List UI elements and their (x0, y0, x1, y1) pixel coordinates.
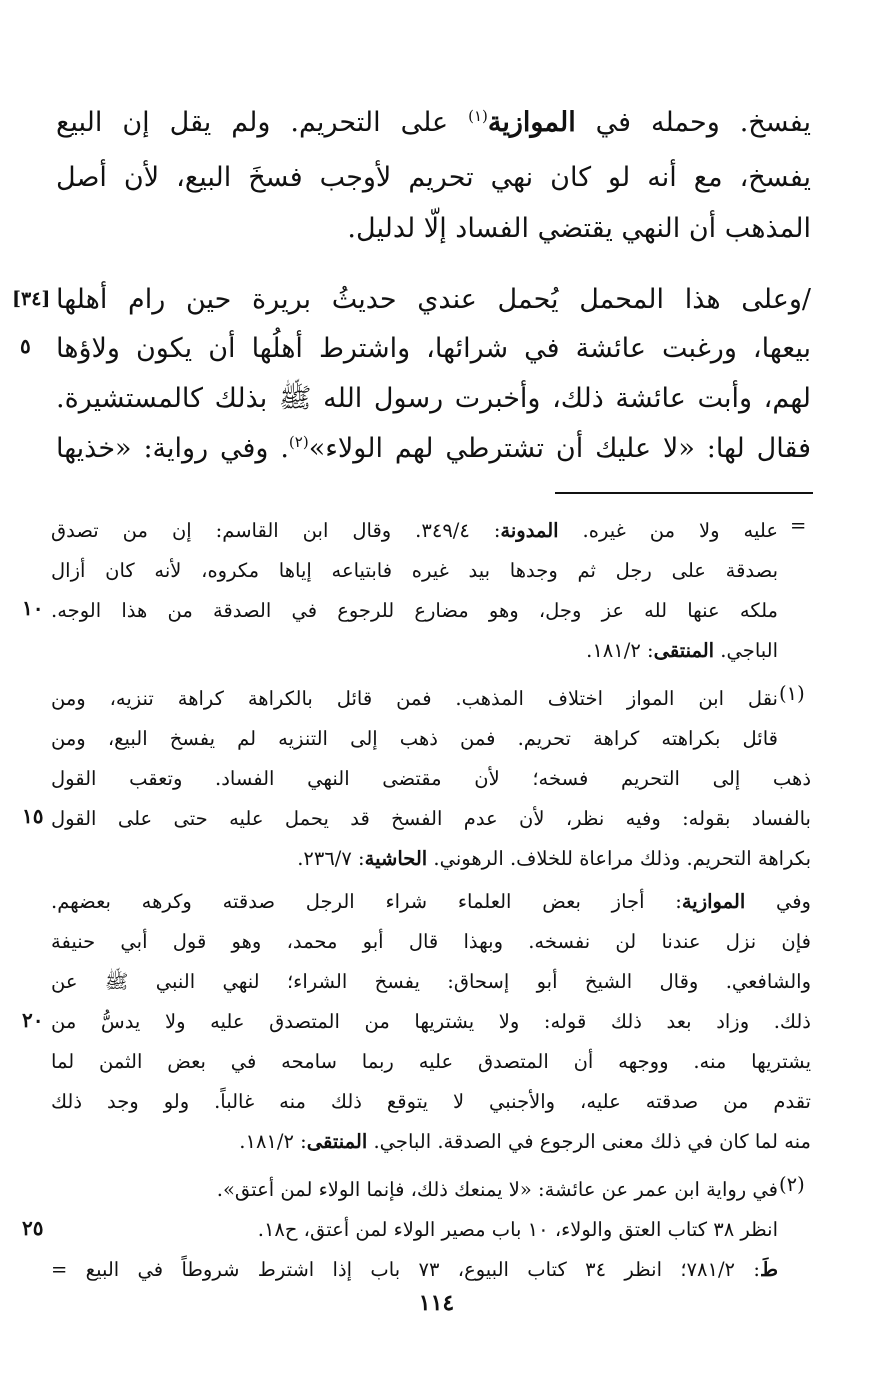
footnote-line: تقدم من صدقته عليه، والأجنبي لا يتوقع ذلك منه غالباً. ولو وجد ذلك (51, 1090, 811, 1113)
footnote-line: فإن نزل عندنا لن نفسخه. وبهذا قال أبو محمد، وهو قول أبي حنيفة (51, 930, 811, 953)
footnote-line: ملكه عنها لله عز وجل، وهو مضارع للرجوع في الصدقة من هذا الوجه. (51, 599, 778, 622)
footnote-line: ذهب إلى التحريم فسخه؛ لأن مقتضى النهي الفساد. وتعقب القول (51, 767, 811, 790)
footnote-line (51, 513, 778, 549)
text-segment: : ١٨١/٢. (586, 639, 654, 662)
footnote-line: ذلك. وزاد بعد ذلك قوله: ولا يشتريها من المتصدق عليه ولا يدسُّ من (51, 1010, 811, 1033)
main-text-line-7 (56, 425, 811, 473)
text-segment: : ٣٤٩/٤. وقال ابن القاسم: إن من تصدق (51, 519, 501, 542)
footnote-line (51, 1124, 811, 1160)
text-segment: : ٧٨١/٢؛ انظر ٣٤ كتاب البيوع، ٧٣ باب إذا اشترط شروطاً في البيع = (51, 1258, 760, 1281)
main-text-line-3: المذهب أن النهي يقتضي الفساد إلّا لدليل. (347, 213, 811, 244)
text-segment: : أجاز بعض العلماء شراء الرجل صدقته وكرهه بعضهم. (51, 890, 682, 913)
bold-term: الحاشية (364, 847, 428, 870)
bold-term: المنتقى (653, 639, 715, 662)
folio-marker: [٣٤] (12, 288, 51, 310)
bold-term: المدونة (500, 519, 559, 542)
footnote-line: قائل بكراهته كراهة تحريم. فمن ذهب إلى التنزيه لم يفسخ البيع، ومن (51, 727, 778, 750)
footnote-line (51, 884, 811, 920)
text-segment: : ٢٣٦/٧. (297, 847, 365, 870)
text-segment: منه لما كان في ذلك معنى الرجوع في الصدقة. الباجي. (367, 1130, 811, 1153)
text-segment: وفي (745, 890, 811, 913)
text-segment: . وفي رواية: «خذيها (56, 433, 289, 464)
text-segment: بكراهة التحريم. وذلك مراعاة للخلاف. الرهوني. (427, 847, 811, 870)
footnote-line: في رواية ابن عمر عن عائشة: «لا يمنعك ذلك، فإنما الولاء لمن أعتق». (216, 1178, 778, 1201)
main-text-line-4: /وعلى هذا المحمل يُحمل عندي حديثُ بريرة حين رام أهلها (56, 284, 811, 315)
main-text-line-6: لهم، وأبت عائشة ذلك، وأخبرت رسول الله ﷺ بذلك كالمستشيرة. (56, 383, 811, 414)
main-text-line-5: بيعها، ورغبت عائشة في شرائها، واشترط أهلُها أن يكون ولاؤها (56, 333, 811, 364)
line-number-15: ١٥ (22, 804, 44, 828)
footnote-line: بالفساد بقوله: وفيه نظر، لأن عدم الفسخ قد يحمل عليه حتى على القول (51, 807, 811, 830)
line-number-5: ٥ (20, 334, 31, 358)
footnote-number-1: (١) (779, 682, 805, 705)
text-segment: فقال لها: «لا عليك أن تشترطي لهم الولاء» (308, 433, 812, 464)
footnote-line: نقل ابن المواز اختلاف المذهب. فمن قائل بالكراهة كراهة تنزيه، ومن (51, 687, 778, 710)
footnote-line (51, 841, 811, 877)
footnote-ref: (٢) (288, 433, 309, 451)
bold-term: المنتقى (306, 1130, 368, 1153)
text-segment: : ١٨١/٢. (239, 1130, 307, 1153)
continuation-marker: = (790, 514, 807, 537)
footnote-line: بصدقة على رجل ثم وجدها بيد غيره فابتياعه إياها مكروه، لأنه كان أزال (51, 559, 778, 582)
footnote-line: انظر ٣٨ كتاب العتق والولاء، ١٠ باب مصير الولاء لمن أعتق، ح١٨. (257, 1218, 778, 1241)
bold-term: الموازية (681, 890, 746, 913)
text-segment: الباجي. (714, 639, 778, 662)
footnote-number-2: (٢) (779, 1173, 805, 1196)
text-segment: على التحريم. ولم يقل إن البيع (56, 107, 469, 138)
footnote-ref: (١) (468, 107, 488, 125)
footnote-separator (555, 492, 813, 494)
footnote-line: والشافعي. وقال الشيخ أبو إسحاق: يفسخ الشراء؛ لنهي النبي ﷺ عن (51, 970, 811, 993)
footnote-line (51, 633, 778, 669)
bold-term: طَ (759, 1258, 778, 1281)
text-segment: عليه ولا من غيره. (558, 519, 778, 542)
line-number-10: ١٠ (22, 596, 44, 620)
line-number-20: ٢٠ (22, 1008, 44, 1032)
footnote-line (51, 1252, 778, 1288)
main-text-line-2: يفسخ، مع أنه لو كان نهي تحريم لأوجب فسخَ البيع، لأن أصل (56, 162, 811, 193)
page-number: ١١٤ (418, 1290, 455, 1316)
footnote-line: يشتريها منه. ووجهه أن المتصدق عليه ربما سامحه في بعض الثمن لما (51, 1050, 811, 1073)
bold-term: الموازية (487, 107, 576, 138)
line-number-25: ٢٥ (22, 1216, 44, 1240)
main-text-line-1 (56, 99, 811, 147)
text-segment: يفسخ. وحمله في (575, 107, 811, 138)
